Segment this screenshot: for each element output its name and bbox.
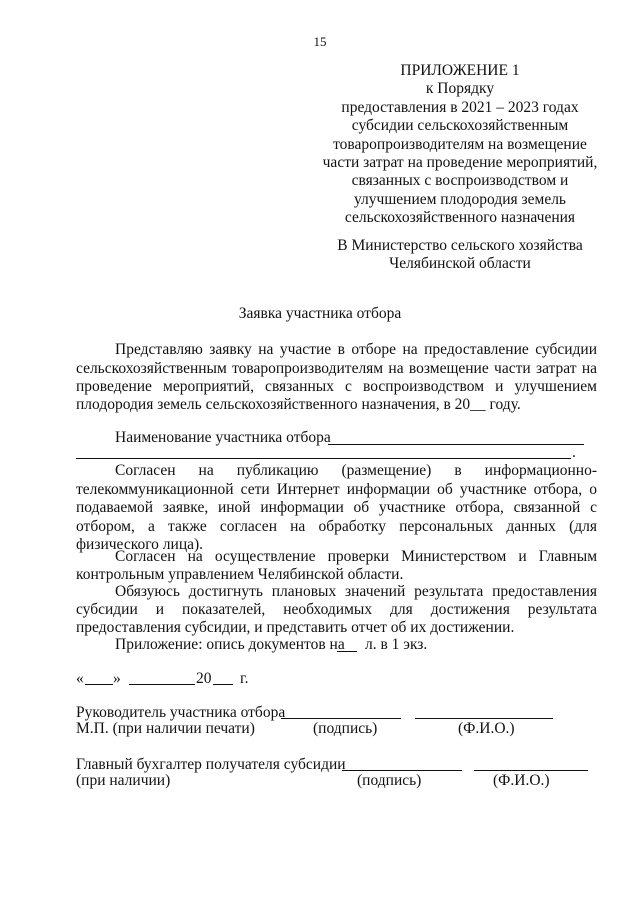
intro-line: плодородия земель сельскохозяйственного назначения, в 20__ году.: [76, 396, 521, 413]
accountant-note: (при наличии): [76, 772, 171, 789]
name-line-end: .: [572, 444, 576, 461]
appendix-line: товаропроизводителям на возмещение: [333, 135, 587, 153]
appendix-line: части затрат на проведение мероприятий,: [322, 154, 598, 172]
date-close-quote: »: [113, 670, 121, 687]
head-name-caption: (Ф.И.О.): [458, 720, 515, 737]
head-label: Руководитель участника отбора: [76, 704, 286, 721]
intro-line: Представляю заявку на участие в отборе на предоставление субсидии: [115, 341, 597, 358]
appendix-line: улучшением плодородия земель: [353, 190, 567, 208]
consent-publication-line: физического лица).: [76, 536, 204, 553]
appendix-header: [300, 62, 620, 228]
date-year-field[interactable]: [213, 684, 233, 685]
consent-publication-line: подаваемой заявке, иной информации об участнике отбора, связанной с: [76, 499, 597, 516]
consent-publication-line: телекоммуникационной сети Интернет информации об участнике отбора, о: [76, 481, 597, 498]
obligation-line: Обязуюсь достигнуть плановых значений результата предоставления: [115, 583, 597, 600]
appendix-line: к Порядку: [425, 80, 495, 98]
consent-publication-line: Согласен на публикацию (размещение) в информационно-: [115, 462, 597, 479]
page-number: 15: [313, 34, 327, 49]
date-open-quote: «: [76, 670, 84, 687]
obligation-line: предоставления субсидии, и представить отчет об их достижении.: [76, 619, 515, 636]
consent-verification-line: Согласен на осуществление проверки Министерством и Главным: [115, 548, 597, 565]
accountant-label: Главный бухгалтер получателя субсидии: [76, 756, 346, 773]
date-month-field[interactable]: [129, 684, 195, 685]
document-title: Заявка участника отбора: [238, 305, 402, 322]
appendix-line: ПРИЛОЖЕНИЕ 1: [400, 62, 520, 79]
stamp-note: М.П. (при наличии печати): [76, 720, 255, 737]
accountant-signature-field[interactable]: [342, 770, 462, 771]
attachment-label: Приложение: опись документов на: [115, 636, 345, 653]
participant-name-label: Наименование участника отбора: [115, 429, 331, 446]
consent-publication-line: отбором, а также согласен на обработку персональных данных (для: [76, 518, 597, 535]
addressee-line: Челябинской области: [389, 255, 531, 272]
date-day-field[interactable]: [85, 684, 113, 685]
attachment-suffix: л. в 1 экз.: [365, 636, 428, 653]
intro-line: проведение мероприятий, связанных с воспроизводством и улучшением: [76, 378, 597, 395]
addressee-line: В Министерство сельского хозяйства: [337, 237, 583, 254]
accountant-signature-caption: (подпись): [357, 772, 422, 789]
participant-name-field[interactable]: [328, 444, 584, 445]
obligation-line: субсидии и показателей, необходимых для достижения результата: [76, 601, 597, 618]
consent-verification-line: контрольным управлением Челябинской области.: [76, 566, 404, 583]
appendix-line: предоставления в 2021 – 2023 годах: [341, 98, 579, 116]
addressee: [300, 237, 620, 273]
head-name-field[interactable]: [415, 718, 553, 719]
intro-line: сельскохозяйственным товаропроизводителям на возмещение части затрат на: [76, 360, 597, 377]
head-signature-caption: (подпись): [313, 720, 378, 737]
head-signature-field[interactable]: [281, 718, 401, 719]
attachment-pages-field[interactable]: [337, 651, 357, 652]
accountant-name-field[interactable]: [474, 770, 588, 771]
date-year-prefix: 20: [196, 670, 212, 687]
date-year-suffix: г.: [240, 670, 249, 687]
participant-name-field-continued[interactable]: [76, 458, 571, 459]
appendix-line: субсидии сельскохозяйственным: [351, 117, 569, 135]
accountant-name-caption: (Ф.И.О.): [493, 772, 550, 789]
appendix-line: сельскохозяйственного назначения: [344, 209, 576, 227]
appendix-line: связанных с воспроизводством и: [351, 172, 569, 190]
